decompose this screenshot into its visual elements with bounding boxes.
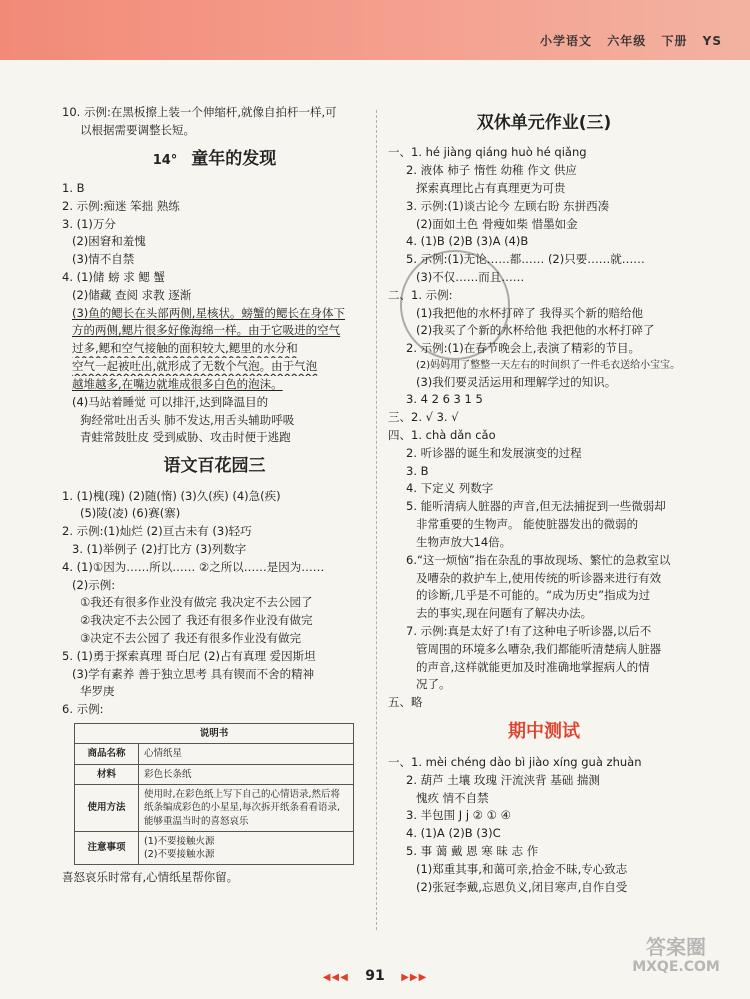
watermark-text: 答案圈: [646, 935, 706, 959]
answer-line: (3)学有素养 善于独立思考 具有锲而不舍的精神: [72, 666, 315, 681]
answer-line: (3)我们要灵活运用和理解学过的知识。: [416, 374, 617, 389]
answer-line: 3. 4 2 6 3 1 5: [406, 392, 483, 407]
answer-line: 2. 听诊器的诞生和发展演变的过程: [406, 445, 582, 460]
answer-line: ②我决定不去公园了 我还有很多作业没有做完: [80, 613, 313, 628]
answer-line: (2)面如土色 骨瘦如柴 惜墨如金: [416, 216, 578, 231]
column-divider: [376, 110, 377, 930]
matching-line: (4)马站着睡觉 可以排汗,达到降温目的: [72, 394, 269, 409]
answer-line: 喜怒哀乐时常有,心情纸星帮你留。: [62, 870, 239, 885]
matching-line: 狗经常吐出舌头 肺不发达,用舌头辅助呼吸: [80, 412, 295, 427]
table-row: [75, 744, 354, 764]
volume-label: 下册: [661, 34, 688, 48]
row-label: 商品名称: [75, 744, 139, 764]
answer-line: 4. (1)①因为……所以…… ②之所以……是因为……: [62, 559, 325, 574]
answer-line: (2)储藏 查阅 求教 逐渐: [72, 287, 192, 302]
answer-line: 华罗庚: [80, 684, 115, 699]
watermark-url: MXQE.COM: [632, 959, 720, 975]
answer-line: 3. 示例:(1)谈古论今 左顾右盼 东拼西凑: [406, 198, 610, 213]
answer-line: 7. 示例:真是太好了!有了这种电子听诊器,以后不: [406, 623, 652, 638]
answer-line: 及嘈杂的救护车上,使用传统的听诊器来进行有效: [416, 570, 662, 585]
section-title-midterm: 期中测试: [508, 721, 580, 743]
answer-line: 5. 能听清病人脏器的声音,但无法捕捉到一些微弱却: [406, 499, 666, 514]
section-title-lesson-14: [62, 146, 367, 172]
answer-line: (3)情不自禁: [72, 252, 135, 267]
answer-line: 方的两侧,鳃片很多好像海绵一样。由于它吸进的空气: [72, 323, 341, 338]
answer-line: 管周围的环境多么嘈杂,我们都能听清楚病人脏器: [416, 641, 662, 656]
answer-line: 空气一起被吐出,就形成了无数个气泡。由于气泡: [72, 359, 318, 374]
row-label: 材料: [75, 764, 139, 784]
subject-label: 小学语文: [540, 34, 593, 48]
table-row: [75, 764, 354, 784]
answer-line: (2)困窘和羞愧: [72, 234, 146, 249]
section-title-weekend-homework: 双休单元作业(三): [476, 113, 612, 133]
answer-line: 10. 示例:在黑板擦上装一个伸缩杆,就像自拍杆一样,可: [62, 105, 337, 119]
row-label: 注意事项: [75, 831, 139, 865]
answer-line: 的声音,这样就能更加及时准确地掌握病人的情: [416, 659, 650, 674]
answer-line: 愧疚 情不自禁: [416, 790, 489, 805]
answer-line: (3)鱼的鳃长在头部两侧,星核状。螃蟹的鳃长在身体下: [72, 305, 345, 320]
site-watermark: [616, 935, 736, 995]
answer-line: 3. (1)举例子 (2)打比方 (3)列数字: [72, 541, 247, 556]
row-label: 使用方法: [75, 784, 139, 831]
answer-line: 越堆越多,在嘴边就堆成很多白色的泡沫。: [72, 376, 283, 391]
answer-line: 的诊断,几乎是不可能的。“成为历史”指成为过: [416, 588, 651, 603]
answer-line: (1)我把他的水杯打碎了 我得买个新的赔给他: [416, 305, 643, 320]
answer-line: 3. B: [406, 463, 429, 478]
table-caption: 说明书: [75, 724, 354, 744]
answer-line: 4. (1)储 螃 求 鳃 蟹: [62, 270, 166, 285]
next-arrows-icon: ▶▶▶: [401, 972, 428, 983]
left-column: [62, 104, 367, 887]
answer-line: 探索真理比占有真理更为可贵: [416, 180, 566, 195]
answer-line: 2. 示例:(1)在春节晚会上,表演了精彩的节目。: [406, 341, 640, 356]
answer-line: 2. 液体 柿子 惰性 幼稚 作文 供应: [406, 163, 577, 178]
book-meta: [530, 32, 722, 51]
table-row: [75, 784, 354, 831]
answer-line: 5. 示例:(1)无论……都…… (2)只要……就……: [406, 252, 645, 267]
page-header-banner: [0, 0, 750, 60]
row-value: 彩色长条纸: [139, 764, 354, 784]
right-column: [388, 104, 700, 896]
answer-line: 二、1. 示例:: [388, 287, 453, 302]
answer-line: 4. 下定义 列数字: [406, 481, 494, 496]
answer-line: 非常重要的生物声。 能使脏器发出的微弱的: [416, 517, 639, 532]
grade-label: 六年级: [607, 34, 647, 48]
answer-line: 一、1. hé jiàng qiáng huò hé qiǎng: [388, 145, 587, 160]
answer-line: 5. (1)勇于探索真理 哥白尼 (2)占有真理 爱因斯坦: [62, 648, 316, 663]
row-value: (1)不要接触火源 (2)不要接触水源: [139, 831, 354, 865]
answer-line: (2)示例:: [72, 577, 116, 592]
answer-line: 2. 示例:痴迷 笨拙 熟练: [62, 198, 180, 213]
instruction-manual-table: [74, 723, 354, 865]
answer-line: (5)陵(凌) (6)赛(寨): [80, 506, 181, 521]
section-title-yuwen-garden: 语文百花园三: [163, 456, 266, 477]
table-row: [75, 831, 354, 865]
answer-line: 生物声放大14倍。: [416, 534, 512, 549]
answer-line: 3. 半包围 J j ② ① ④: [406, 808, 511, 823]
answer-line: 1. (1)槐(瑰) (2)随(惰) (3)久(疾) (4)急(疾): [62, 488, 281, 503]
answer-line: ③决定不去公园了 我还有很多作业没有做完: [80, 631, 301, 645]
answer-line: (1)郑重其事,和蔼可亲,拾金不昧,专心致志: [416, 861, 628, 876]
answer-line: 2. 葫芦 土壤 玫瑰 汗流浃背 基础 揣测: [406, 772, 600, 787]
answer-line: ①我还有很多作业没有做完 我决定不去公园了: [80, 595, 313, 610]
answer-line: 3. (1)万分: [62, 216, 116, 231]
answer-line: 2. 示例:(1)灿烂 (2)亘古未有 (3)轻巧: [62, 524, 252, 539]
answer-line: (2)妈妈用了整整一天左右的时间织了一件毛衣送给小宝宝。: [416, 360, 681, 372]
answer-line: 4. (1)B (2)B (3)A (4)B: [406, 234, 529, 249]
answer-line: 三、2. √ 3. √: [388, 410, 459, 425]
answer-line: (2)张冠李戴,忘恩负义,闭目寒声,自作自受: [416, 879, 628, 894]
answer-line: 四、1. chà dǎn cǎo: [388, 428, 496, 443]
answer-line: 况了。: [416, 677, 451, 692]
lesson-number: 14°: [152, 152, 178, 168]
prev-arrows-icon: ◀◀◀: [322, 972, 349, 983]
page-number: 91: [365, 968, 385, 984]
row-value: 使用时,在彩色纸上写下自己的心情语录,然后将纸条编成彩色的小星星,每次拆开纸条看看语录,能够重温当时的喜怒哀乐: [139, 784, 354, 831]
answer-line: 4. (1)A (2)B (3)C: [406, 826, 501, 841]
answer-line: (3)不仅……而且……: [416, 270, 525, 285]
edition-label: YS: [702, 34, 722, 48]
row-value: 心情纸星: [139, 744, 354, 764]
answer-line: 五、略: [388, 695, 423, 710]
answer-line: 6. 示例:: [62, 702, 104, 717]
answer-line: 5. 事 蔼 戴 恩 寒 昧 志 作: [406, 843, 539, 858]
answer-line: 过多,鳃和空气接触的面积较大,鳃里的水分和: [72, 341, 298, 356]
lesson-title: 童年的发现: [191, 148, 277, 169]
answer-line: 6.“这一烦恼”指在杂乱的事故现场、繁忙的急救室以: [406, 552, 671, 567]
matching-line: 青蛙常鼓肚皮 受到威胁、攻击时便于逃跑: [80, 430, 291, 445]
answer-line: 去的事实,现在问题有了解决办法。: [416, 606, 593, 621]
answer-line: (2)我买了个新的水杯给他 我把他的水杯打碎了: [416, 323, 655, 338]
answer-line: 一、1. mèi chéng dào bì jiào xíng guà zhuàn: [388, 754, 642, 769]
answer-line: 1. B: [62, 180, 85, 195]
answer-line: 以根据需要调整长短。: [80, 122, 195, 137]
